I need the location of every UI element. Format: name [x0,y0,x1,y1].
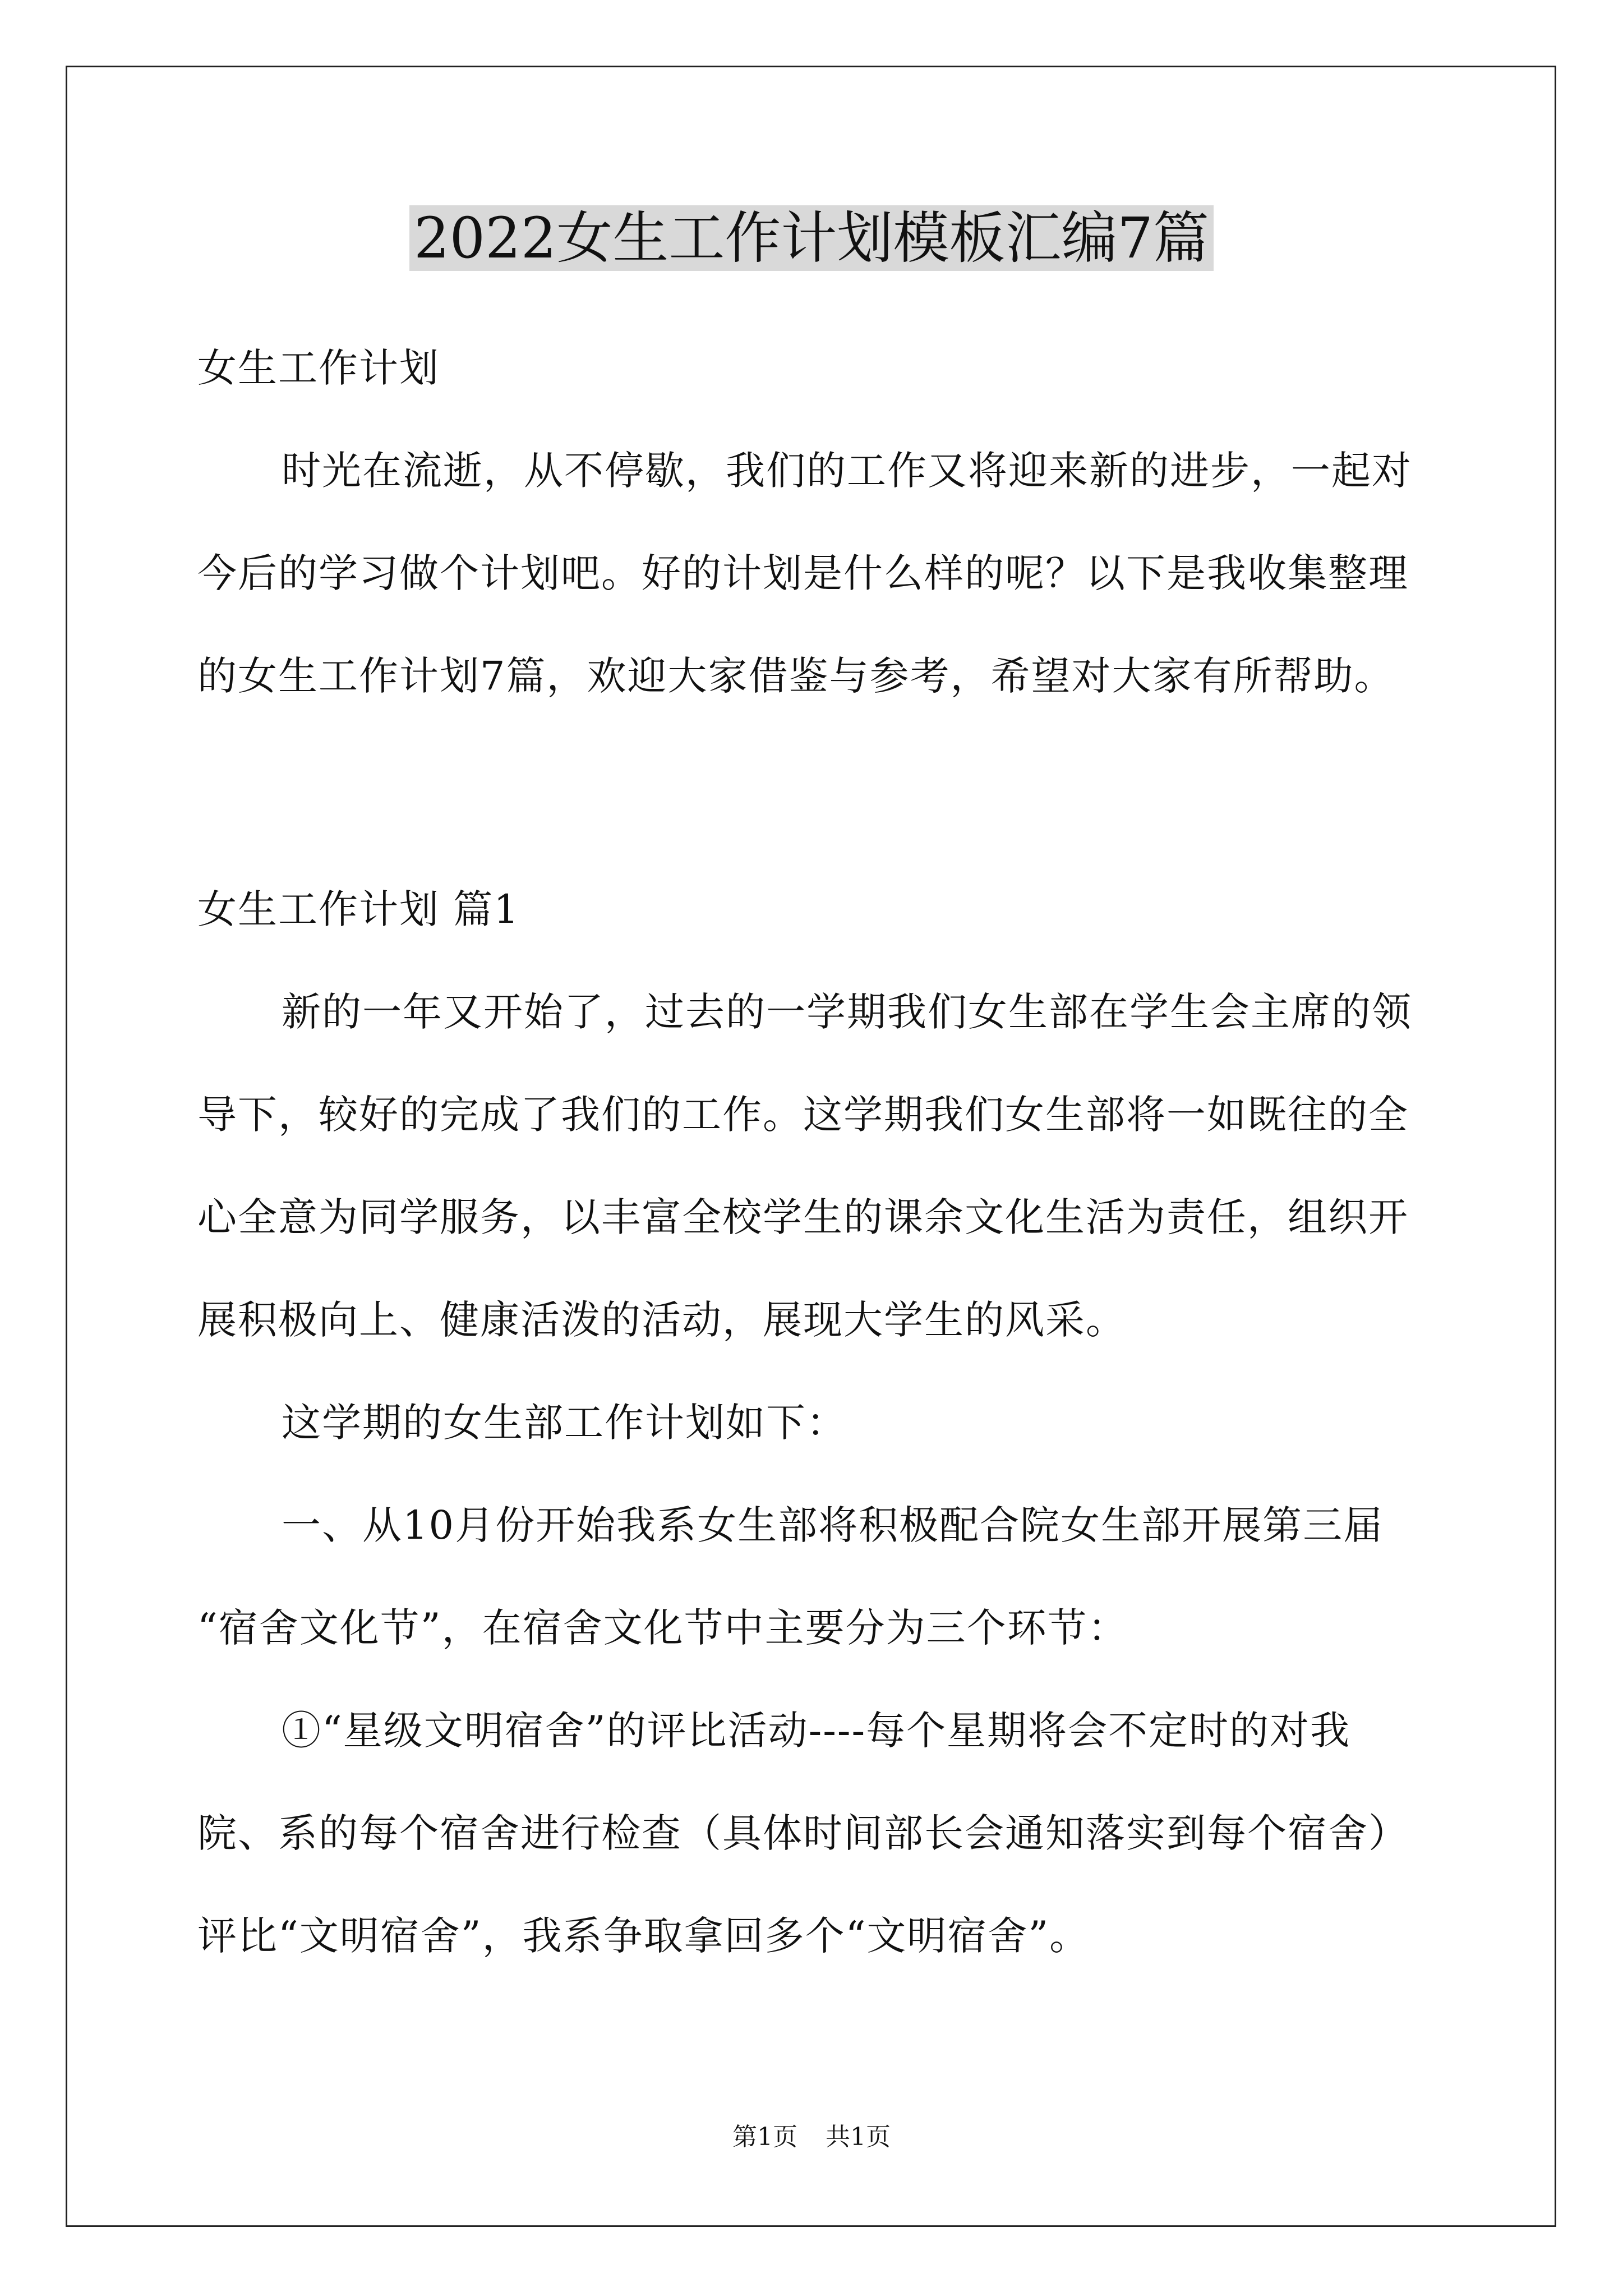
body-line-6: 一、从10月份开始我系女生部将积极配合院女生部开展第三届 [282,1502,1384,1548]
body-line-4: 展积极向上、健康活泼的活动，展现大学生的风采。 [197,1297,1126,1343]
body-line-2: 导下，较好的完成了我们的工作。这学期我们女生部将一如既往的全 [197,1092,1409,1138]
document-title-text: 2022女生工作计划模板汇编7篇 [409,205,1214,271]
body-line-10: 评比“文明宿舍”，我系争取拿回多个“文明宿舍”。 [197,1913,1090,1959]
intro-section [197,317,1437,728]
chapter-section [197,858,1437,1987]
intro-line-3: 的女生工作计划7篇，欢迎大家借鉴与参考，希望对大家有所帮助。 [197,653,1395,699]
section-heading: 女生工作计划 [197,345,440,391]
chapter-heading: 女生工作计划 篇1 [197,886,520,932]
body-line-7: “宿舍文化节”，在宿舍文化节中主要分为三个环节： [197,1605,1128,1651]
document-title [0,196,1623,280]
page-footer [0,2120,1623,2154]
body-line-8: ①“星级文明宿舍”的评比活动----每个星期将会不定时的对我 [282,1708,1351,1754]
body-line-1: 新的一年又开始了，过去的一学期我们女生部在学生会主席的领 [282,989,1412,1035]
body-line-5: 这学期的女生部工作计划如下： [282,1400,847,1446]
body-line-9: 院、系的每个宿舍进行检查（具体时间部长会通知落实到每个宿舍） [197,1810,1409,1856]
intro-line-2: 今后的学习做个计划吧。好的计划是什么样的呢？以下是我收集整理 [197,550,1409,596]
body-line-3: 心全意为同学服务，以丰富全校学生的课余文化生活为责任，组织开 [197,1194,1409,1240]
page-number-total: 共1页 [826,2123,891,2151]
page-number-current: 第1页 [732,2123,797,2151]
intro-line-1: 时光在流逝，从不停歇，我们的工作又将迎来新的进步，一起对 [282,448,1412,494]
